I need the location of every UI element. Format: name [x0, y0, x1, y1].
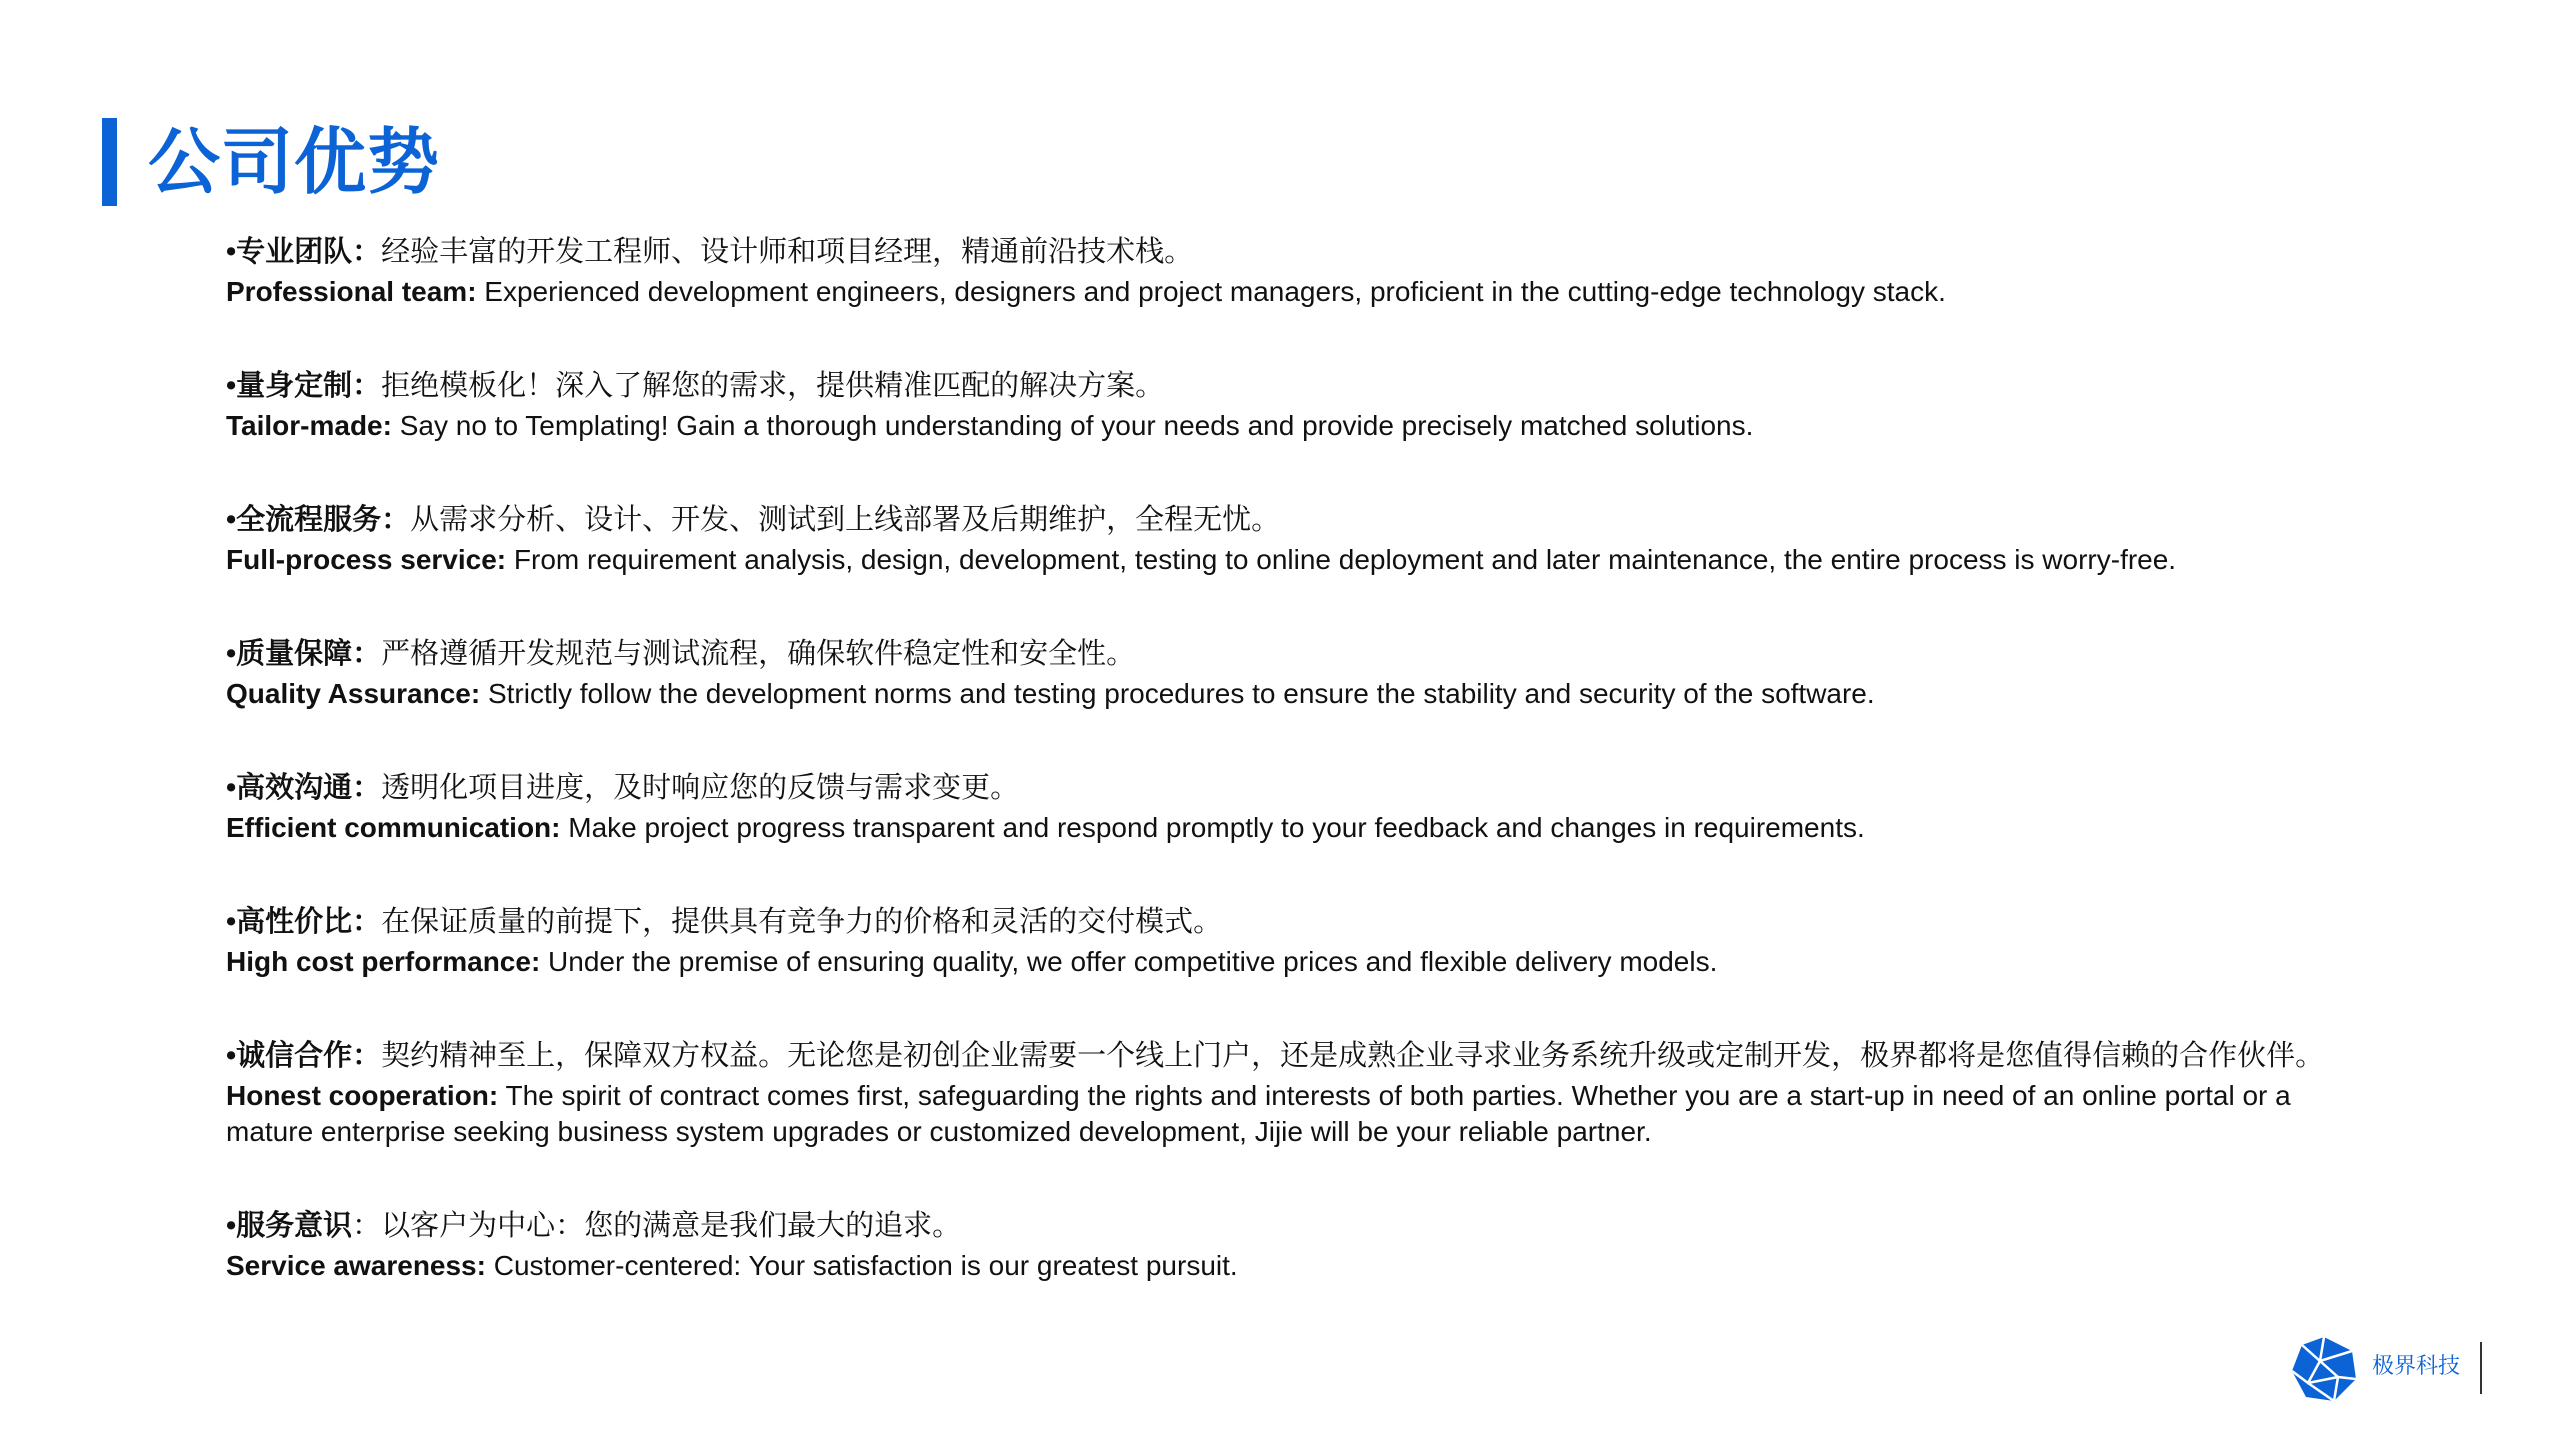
- advantage-en-line: [226, 274, 2376, 310]
- advantage-cn-text: ：以客户为中心：您的满意是我们最大的追求。: [352, 1210, 962, 1242]
- advantage-en-text: Under the premise of ensuring quality, we offer competitive prices and flexible delivery models.: [540, 946, 1718, 977]
- advantage-item-service-awareness: [226, 1204, 2376, 1284]
- advantage-en-line: [226, 1248, 2376, 1284]
- advantage-cn-line: [226, 1204, 2376, 1248]
- advantage-en-line: [226, 408, 2376, 444]
- title-accent-bar: [102, 118, 117, 206]
- advantage-cn-text: 从需求分析、设计、开发、测试到上线部署及后期维护，全程无忧。: [410, 504, 1281, 536]
- advantage-cn-label: •量身定制：: [226, 370, 382, 402]
- advantage-en-label: Full-process service:: [226, 544, 507, 575]
- advantage-cn-label: •质量保障：: [226, 638, 382, 670]
- advantage-cn-line: [226, 498, 2376, 542]
- advantage-en-label: Service awareness:: [226, 1250, 486, 1281]
- advantage-cn-text: 契约精神至上，保障双方权益。无论您是初创企业需要一个线上门户，还是成熟企业寻求业务系统升级或定制开发，极界都将是您值得信赖的合作伙伴。: [381, 1040, 2325, 1072]
- advantage-cn-line: [226, 766, 2376, 810]
- advantage-cn-line: [226, 364, 2376, 408]
- advantage-en-text: Experienced development engineers, designers and project managers, proficient in the cutting-edge technology stack.: [476, 276, 1946, 307]
- advantage-en-line: [226, 542, 2376, 578]
- advantage-en-label: Honest cooperation:: [226, 1080, 499, 1111]
- advantage-cn-label: •高性价比：: [226, 906, 382, 938]
- advantage-en-line: [226, 676, 2376, 712]
- company-name: 极界科技: [2372, 1353, 2461, 1378]
- advantage-en-text: Say no to Templating! Gain a thorough understanding of your needs and provide precisely matched solutions.: [391, 410, 1754, 441]
- advantage-item-tailor-made: [226, 364, 2376, 444]
- advantage-cn-line: [226, 632, 2376, 676]
- advantage-en-label: Tailor-made:: [226, 410, 392, 441]
- advantage-cn-label: •诚信合作：: [226, 1040, 382, 1072]
- advantage-cn-label: •高效沟通：: [226, 772, 382, 804]
- advantage-cn-label: •全流程服务：: [226, 504, 411, 536]
- advantage-en-label: High cost performance:: [226, 946, 541, 977]
- advantage-cn-text: 透明化项目进度，及时响应您的反馈与需求变更。: [381, 772, 1020, 804]
- advantage-en-text: Make project progress transparent and respond promptly to your feedback and changes in requirements.: [560, 812, 1865, 843]
- advantage-item-cost-performance: [226, 900, 2376, 980]
- advantage-en-line: [226, 944, 2376, 980]
- advantage-item-communication: [226, 766, 2376, 846]
- advantage-item-honest-cooperation: [226, 1034, 2376, 1150]
- advantage-en-line: [226, 810, 2376, 846]
- advantage-en-label: Efficient communication:: [226, 812, 561, 843]
- advantage-item-full-process: [226, 498, 2376, 578]
- advantage-cn-line: [226, 1034, 2376, 1078]
- advantage-cn-text: 在保证质量的前提下，提供具有竞争力的价格和灵活的交付模式。: [381, 906, 1223, 938]
- advantage-en-text: From requirement analysis, design, development, testing to online deployment and later maintenance, the entire process is worry-free.: [506, 544, 2177, 575]
- advantage-cn-label: •专业团队：: [226, 236, 382, 268]
- footer-divider: [2480, 1342, 2482, 1394]
- advantage-cn-text: 拒绝模板化！深入了解您的需求，提供精准匹配的解决方案。: [381, 370, 1165, 402]
- advantage-cn-text: 严格遵循开发规范与测试流程，确保软件稳定性和安全性。: [381, 638, 1136, 670]
- advantage-en-label: Professional team:: [226, 276, 477, 307]
- advantage-en-line: [226, 1078, 2376, 1150]
- advantage-en-label: Quality Assurance:: [226, 678, 481, 709]
- page-title: 公司优势: [148, 123, 441, 203]
- company-logo-icon: [2290, 1335, 2358, 1403]
- advantage-cn-line: [226, 230, 2376, 274]
- advantages-list: [226, 230, 2376, 1338]
- advantage-en-text: Customer-centered: Your satisfaction is our greatest pursuit.: [485, 1250, 1238, 1281]
- advantage-cn-text: 经验丰富的开发工程师、设计师和项目经理，精通前沿技术栈。: [381, 236, 1194, 268]
- advantage-en-text: The spirit of contract comes first, safeguarding the rights and interests of both parties. Whether you are a start-up in need of an online portal or a mature enterprise seeking business system upgrades or customized development, Jijie will be your reliable partner.: [226, 1080, 2291, 1147]
- advantage-en-text: Strictly follow the development norms and testing procedures to ensure the stability and security of the software.: [480, 678, 1875, 709]
- advantage-cn-line: [226, 900, 2376, 944]
- advantage-item-quality: [226, 632, 2376, 712]
- advantage-cn-label: •服务意识: [226, 1210, 353, 1242]
- advantage-item-team: [226, 230, 2376, 310]
